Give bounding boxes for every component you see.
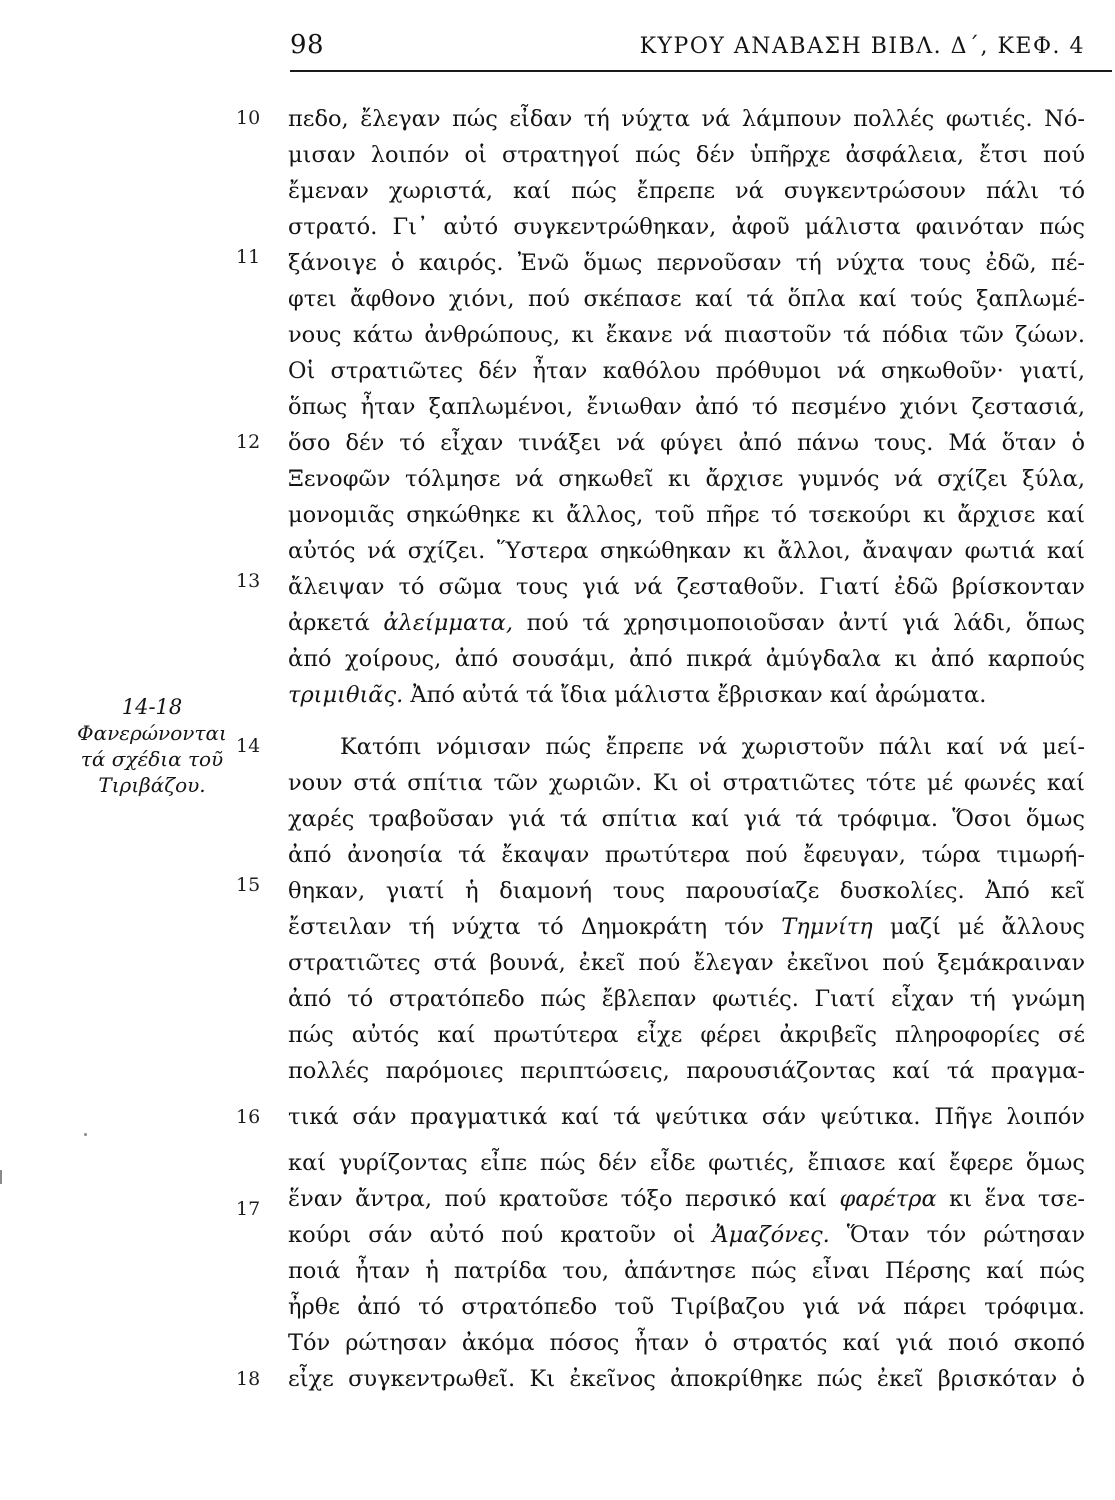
italic-term: Ἀμαζόνες. xyxy=(712,1222,830,1248)
text-run: ἕναν ἄντρα, πού κρατοῦσε τόξο περσικό καί xyxy=(288,1186,828,1212)
text-line: στρατό. Γι᾿ αὐτό συγκεντρώθηκαν, ἀφοῦ μάλιστα φαινόταν πώς xyxy=(288,214,1085,240)
margin-note xyxy=(52,694,252,798)
italic-term: Τημνίτη xyxy=(781,914,873,940)
text-line: καί γυρίζοντας εἶπε πώς δέν εἶδε φωτιές, ἔπιασε καί ἔφερε ὅμως xyxy=(288,1150,1085,1176)
text-line: ὅσο δέν τό εἶχαν τινάξει νά φύγει ἀπό πάνω τους. Μά ὅταν ὁ xyxy=(288,430,1085,456)
page-header xyxy=(290,30,1085,70)
text-line: ἄλειψαν τό σῶμα τους γιά νά ζεσταθοῦν. Γιατί ἐδῶ βρίσκονταν xyxy=(288,574,1085,600)
text-line: Ξενοφῶν τόλμησε νά σηκωθεῖ κι ἄρχισε γυμνός νά σχίζει ξύλα, xyxy=(288,466,1085,492)
italic-term: τριμιθιᾶς. xyxy=(288,682,404,708)
section-number-18: 18 xyxy=(236,1368,261,1390)
text-line: πεδο, ἔλεγαν πώς εἶδαν τή νύχτα νά λάμπουν πολλές φωτιές. Νό- xyxy=(288,106,1085,132)
text-run: Ὅταν τόν ρώτησαν xyxy=(846,1222,1086,1248)
text-line: ὅπως ἦταν ξαπλωμένοι, ἔνιωθαν ἀπό τό πεσμένο χιόνι ζεστασιά, xyxy=(288,394,1085,420)
text-line: ποιά ἦταν ἡ πατρίδα του, ἀπάντησε πώς εἶναι Πέρσης καί πώς xyxy=(288,1258,1085,1284)
running-title: ΚΥΡΟΥ ΑΝΑΒΑΣΗ ΒΙΒΛ. Δ΄, ΚΕΦ. 4 xyxy=(639,34,1085,59)
margin-note-line: Τιριβάζου. xyxy=(98,773,206,797)
text-line: μονομιᾶς σηκώθηκε κι ἄλλος, τοῦ πῆρε τό τσεκούρι κι ἄρχισε καί xyxy=(288,502,1085,528)
scan-edge-mark xyxy=(0,1170,2,1184)
text-line: εἶχε συγκεντρωθεῖ. Κι ἐκεῖνος ἀποκρίθηκε πώς ἐκεῖ βρισκόταν ὁ xyxy=(288,1366,1085,1392)
text-run: Ἀπό αὐτά τά ἴδια μάλιστα ἔβρισκαν καί ἀρώματα. xyxy=(410,682,987,708)
text-line: αὐτός νά σχίζει. Ὕστερα σηκώθηκαν κι ἄλλοι, ἄναψαν φωτιά καί xyxy=(288,538,1085,564)
section-number-11: 11 xyxy=(236,246,261,268)
text-run: μαζί μέ ἄλλους xyxy=(889,914,1085,940)
text-line: νους κάτω ἀνθρώπους, κι ἔκανε νά πιαστοῦν τά πόδια τῶν ζώων. xyxy=(288,322,1085,348)
text-line: ἀπό τό στρατόπεδο πώς ἔβλεπαν φωτιές. Γιατί εἶχαν τή γνώμη xyxy=(288,986,1085,1012)
text-line: ἦρθε ἀπό τό στρατόπεδο τοῦ Τιρίβαζου γιά νά πάρει τρόφιμα. xyxy=(288,1294,1085,1320)
italic-term: ἀλείμματα, xyxy=(383,610,513,636)
text-line: τικά σάν πραγματικά καί τά ψεύτικα σάν ψεύτικα. Πῆγε λοιπόν xyxy=(288,1104,1085,1130)
text-run: πού τά χρησιμοποιοῦσαν ἀντί γιά λάδι, ὅπως xyxy=(526,610,1086,636)
text-line: ἔμεναν χωριστά, καί πώς ἔπρεπε νά συγκεντρώσουν πάλι τό xyxy=(288,178,1085,204)
section-number-10: 10 xyxy=(236,107,261,129)
section-number-12: 12 xyxy=(236,431,261,453)
text-line: ξάνοιγε ὁ καιρός. Ἐνῶ ὅμως περνοῦσαν τή νύχτα τους ἐδῶ, πέ- xyxy=(288,250,1085,276)
text-line: πώς αὐτός καί πρωτύτερα εἶχε φέρει ἀκριβεῖς πληροφορίες σέ xyxy=(288,1022,1085,1048)
text-line: θηκαν, γιατί ἡ διαμονή τους παρουσίαζε δυσκολίες. Ἀπό κεῖ xyxy=(288,878,1085,904)
text-line: Κατόπι νόμισαν πώς ἔπρεπε νά χωριστοῦν πάλι καί νά μεί- xyxy=(340,734,1085,760)
text-line xyxy=(288,606,1085,640)
margin-note-ref: 14-18 xyxy=(121,695,183,719)
text-line xyxy=(288,1218,1085,1252)
text-line: Οἱ στρατιῶτες δέν ἦταν καθόλου πρόθυμοι νά σηκωθοῦν· γιατί, xyxy=(288,358,1085,384)
italic-term: φαρέτρα xyxy=(839,1186,937,1212)
text-run: κι ἕνα τσε- xyxy=(949,1186,1085,1212)
text-line: Τόν ρώτησαν ἀκόμα πόσος ἦταν ὁ στρατός καί γιά ποιό σκοπό xyxy=(288,1330,1085,1356)
text-line: ἀπό ἀνοησία τά ἔκαψαν πρωτύτερα πού ἔφευγαν, τώρα τιμωρή- xyxy=(288,842,1085,868)
text-line xyxy=(288,1182,1085,1216)
text-line: ἀπό χοίρους, ἀπό σουσάμι, ἀπό πικρά ἀμύγδαλα κι ἀπό καρπούς xyxy=(288,646,1085,672)
scan-speck xyxy=(84,1133,87,1136)
text-line: στρατιῶτες στά βουνά, ἐκεῖ πού ἔλεγαν ἐκεῖνοι πού ξεμάκραιναν xyxy=(288,950,1085,976)
section-number-15: 15 xyxy=(236,874,261,896)
text-line xyxy=(288,910,1085,944)
section-number-13: 13 xyxy=(236,570,261,592)
section-number-14: 14 xyxy=(236,735,261,757)
text-line: μισαν λοιπόν οἱ στρατηγοί πώς δέν ὑπῆρχε ἀσφάλεια, ἔτσι πού xyxy=(288,142,1085,168)
text-run: κούρι σάν αὐτό πού κρατοῦν οἱ xyxy=(288,1222,696,1248)
text-line: νουν στά σπίτια τῶν χωριῶν. Κι οἱ στρατιῶτες τότε μέ φωνές καί xyxy=(288,770,1085,796)
page-number: 98 xyxy=(290,30,325,60)
text-run: ἔστειλαν τή νύχτα τό Δημοκράτη τόν xyxy=(288,914,764,940)
text-line: φτει ἄφθονο χιόνι, πού σκέπασε καί τά ὅπλα καί τούς ξαπλωμέ- xyxy=(288,286,1085,312)
header-rule xyxy=(290,70,1112,72)
text-line: πολλές παρόμοιες περιπτώσεις, παρουσιάζοντας καί τά πραγμα- xyxy=(288,1058,1085,1084)
margin-note-line: τά σχέδια τοῦ xyxy=(80,747,224,771)
text-line xyxy=(288,678,1085,712)
text-line: χαρές τραβοῦσαν γιά τά σπίτια καί γιά τά τρόφιμα. Ὅσοι ὅμως xyxy=(288,806,1085,832)
text-run: ἀρκετά xyxy=(288,610,370,636)
section-number-16: 16 xyxy=(236,1106,261,1128)
margin-note-line: Φανερώνονται xyxy=(77,721,227,745)
section-number-17: 17 xyxy=(236,1198,261,1220)
